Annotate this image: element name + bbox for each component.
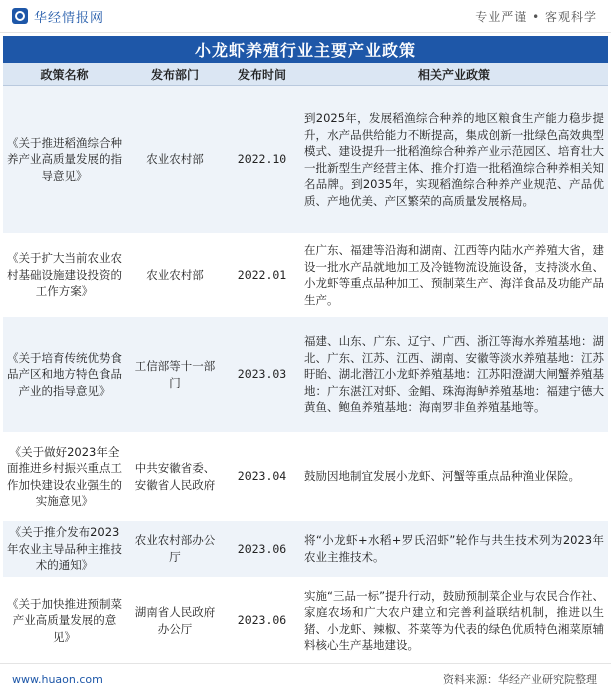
policy-name: 《关于推进稻渔综合种养产业高质量发展的指导意见》: [3, 86, 126, 234]
policy-content: 福建、山东、广东、辽宁、广西、浙江等海水养殖基地：湖北、广东、江苏、江西、湖南、安徽等淡水养殖基地：江苏盱眙、湖北潜江小龙虾养殖基地：江苏阳澄湖大闸蟹养殖基地：广东湛江对虾、金鲳、珠海海鲈养殖基地：福建宁德大黄鱼、鲍鱼养殖基地：海南罗非鱼养殖基地等。: [300, 317, 608, 433]
logo-icon: [12, 8, 28, 24]
table-row: [3, 86, 608, 234]
policy-dept: 湖南省人民政府办公厅: [126, 577, 224, 664]
site-link[interactable]: www.huaon.com: [12, 672, 103, 686]
policy-date: 2023.03: [224, 317, 300, 433]
policy-dept: 工信部等十一部门: [126, 317, 224, 433]
column-header-date: 发布时间: [224, 63, 300, 86]
page-title: 小龙虾养殖行业主要产业政策: [3, 36, 608, 63]
policy-dept: 农业农村部办公厅: [126, 521, 224, 578]
table-row: [3, 521, 608, 578]
policy-name: 《关于扩大当前农业农村基础设施建设投资的工作方案》: [3, 234, 126, 317]
policy-content: 鼓励因地制宜发展小龙虾、河蟹等重点品种渔业保险。: [300, 433, 608, 521]
policy-content: 在广东、福建等沿海和湖南、江西等内陆水产养殖大省，建设一批水产品就地加工及冷链物流设施设备，支持淡水鱼、小龙虾等重点品种加工、预制菜生产、海洋食品及功能产品生产。: [300, 234, 608, 317]
slogan: 专业严谨 • 客观科学: [475, 9, 597, 24]
policy-content: 将“小龙虾+水稻+罗氏沼虾”轮作与共生技术列为2023年农业主推技术。: [300, 521, 608, 578]
policy-date: 2023.04: [224, 433, 300, 521]
policy-date: 2023.06: [224, 577, 300, 664]
policy-name: 《关于加快推进预制菜产业高质量发展的意见》: [3, 577, 126, 664]
source-note: 资料来源：华经产业研究院整理: [443, 673, 597, 686]
top-bar: [0, 0, 611, 33]
policy-name: 《关于培育传统优势食品产区和地方特色食品产业的指导意见》: [3, 317, 126, 433]
policy-name: 《关于推介发布2023年农业主导品种主推技术的通知》: [3, 521, 126, 578]
policy-date: 2022.01: [224, 234, 300, 317]
policy-name: 《关于做好2023年全面推进乡村振兴重点工作加快建设农业强生的实施意见》: [3, 433, 126, 521]
policy-table: [3, 63, 608, 665]
policy-date: 2022.10: [224, 86, 300, 234]
brand-name: 华经情报网: [34, 10, 105, 26]
footer: [0, 663, 611, 694]
table-row: [3, 433, 608, 521]
policy-content: 实施“三品一标”提升行动，鼓励预制菜企业与农民合作社、家庭农场和广大农户建立和完善利益联结机制，推进以生猪、小龙虾、辣椒、芥菜等为代表的绿色优质特色湘菜原辅料核心生产基地建设。: [300, 577, 608, 664]
policy-date: 2023.06: [224, 521, 300, 578]
table-row: [3, 577, 608, 664]
policy-dept: 农业农村部: [126, 86, 224, 234]
brand[interactable]: [12, 7, 104, 26]
table-header-row: [3, 63, 608, 86]
policy-dept: 中共安徽省委、安徽省人民政府: [126, 433, 224, 521]
policy-content: 到2025年，发展稻渔综合种养的地区粮食生产能力稳步提升，水产品供给能力不断提高，集成创新一批绿色高效典型模式、建设提升一批稻渔综合种养产业示范园区、培育壮大一批新型生产经营主体、推介打造一批稻渔综合种养相关知名品牌。到2035年，实现稻渔综合种养产业规范、产品优质、产地优美、产区繁荣的高质量发展格局。: [300, 86, 608, 234]
policy-dept: 农业农村部: [126, 234, 224, 317]
column-header-name: 政策名称: [3, 63, 126, 86]
column-header-dept: 发布部门: [126, 63, 224, 86]
column-header-content: 相关产业政策: [300, 63, 608, 86]
table-row: [3, 234, 608, 317]
table-row: [3, 317, 608, 433]
